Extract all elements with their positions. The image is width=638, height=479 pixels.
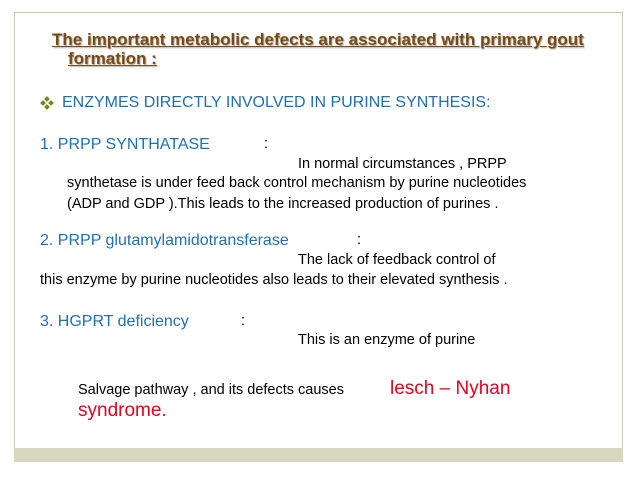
item-3-text-line-1: This is an enzyme of purine <box>298 332 476 348</box>
title-line-1: The important metabolic defects are associated with primary gout <box>52 30 584 49</box>
item-1-text-line-3: (ADP and GDP ).This leads to the increased production of purines . <box>67 196 499 212</box>
slide-footer-bar <box>14 448 623 462</box>
item-3-text-line-2: Salvage pathway , and its defects causes <box>78 382 344 398</box>
item-3-highlight-syndrome: syndrome. <box>78 400 167 421</box>
item-2-text-line-1: The lack of feedback control of <box>298 252 496 268</box>
item-2-text-line-2: this enzyme by purine nucleotides also leads to their elevated synthesis . <box>40 272 508 288</box>
item-3-highlight-disease: lesch – Nyhan <box>390 378 511 399</box>
bullet-heading: ENZYMES DIRECTLY INVOLVED IN PURINE SYNTHESIS: <box>62 94 491 111</box>
item-1-text-line-1: In normal circumstances , PRPP <box>298 156 507 172</box>
item-2-heading: 2. PRPP glutamylamidotransferase <box>40 232 289 249</box>
item-2-colon: : <box>357 232 362 248</box>
title-line-2: formation : <box>68 49 157 68</box>
item-3-heading: 3. HGPRT deficiency <box>40 313 189 330</box>
item-1-colon: : <box>264 136 269 152</box>
item-3-colon: : <box>241 313 246 329</box>
slide-title <box>52 30 592 68</box>
diamond-bullet-icon <box>40 96 54 110</box>
item-1-heading: 1. PRPP SYNTHATASE <box>40 136 210 153</box>
item-1-text-line-2: synthetase is under feed back control mechanism by purine nucleotides <box>67 175 527 191</box>
